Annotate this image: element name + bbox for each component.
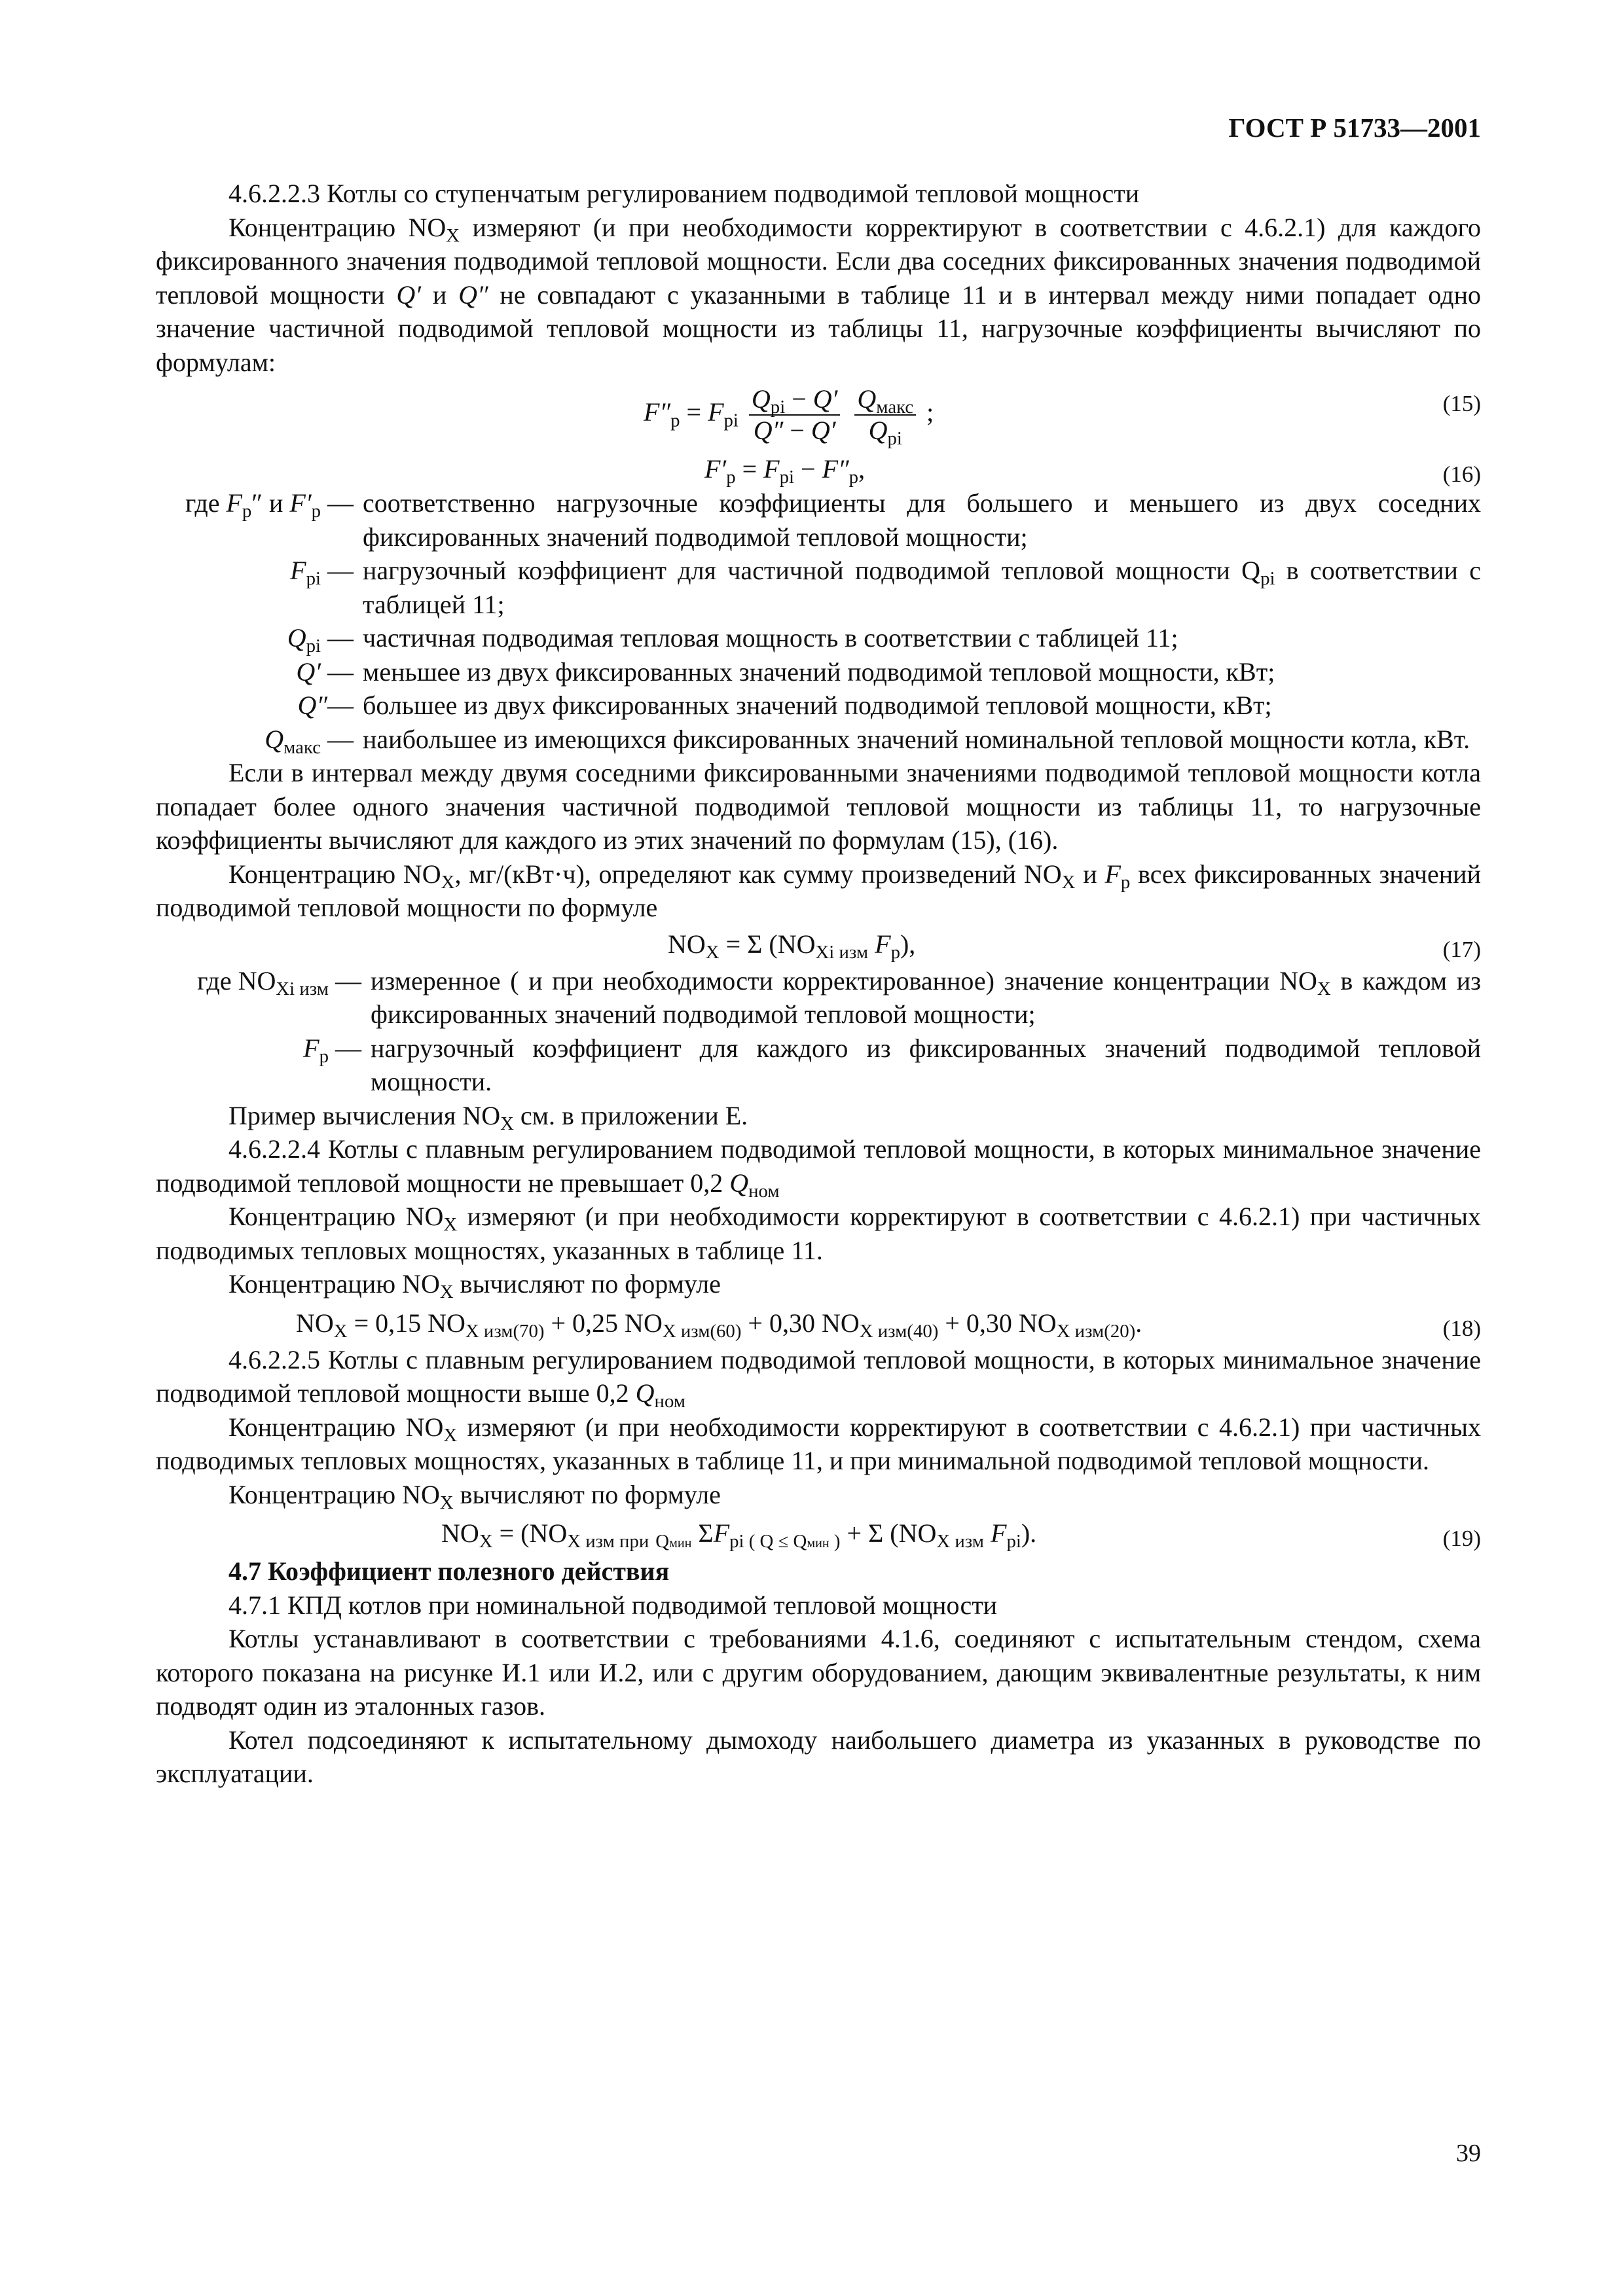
equation-15: $F''_р = F_{рi}$ $\frac{Q_{рi} - Q'}{Q'' - Q'}$ $\frac{Q_{макс}}{Q_{рi}}$ ; (15) bbox=[644, 384, 1481, 450]
definitions-list: где $F_р''$ и $F'_р$ — соответственно нагрузочные коэффициенты для большего и меньшего из двух соседних фиксированных значений подводимой тепловой мощности; $F_{рi}$ — нагрузочный коэффициент для частичной подводимой тепловой мощности $Q_{рi}$ в соответствии с таблицей 11; $Q_{рi}$ — частичная подводимая тепловая мощность в соответствии с таблицей 11; Q′ — меньшее из двух фиксированных значений подводимой тепловой мощности, кВт; Q″— большее из двух фиксированных значений подводимой тепловой мощности, кВт; $Q_{макс}$ — наибольшее из имеющихся фиксированных значений номинальной тепловой мощности котла, кВт. bbox=[185, 488, 1481, 758]
section-title-4-6-2-2-4: 4.6.2.2.4 Котлы с плавным регулированием подводимой тепловой мощности, в которых минимальное значение подводимой тепловой мощности не превышает 0,2 $Q_{ном}$ bbox=[156, 1134, 1481, 1202]
section-title-4-6-2-2-3: 4.6.2.2.3 Котлы со ступенчатым регулированием подводимой тепловой мощности bbox=[228, 179, 1140, 208]
subsection-title-4-7-1: 4.7.1 КПД котлов при номинальной подводимой тепловой мощности bbox=[228, 1590, 998, 1620]
paragraph: Котел подсоединяют к испытательному дымоходу наибольшего диаметра из указанных в руководстве по эксплуатации. bbox=[156, 1725, 1481, 1788]
equation-18: $NO_X = 0,15$ $NO_{X изм(70)} + 0,25$ $NO_{X изм(60)} + 0,30$ $NO_{X изм(40)} + 0,30$ $NO_{X изм(20)}$. (18) bbox=[156, 1301, 1481, 1343]
equation-number: (16) bbox=[1442, 461, 1481, 487]
equation-number: (15) bbox=[1442, 391, 1481, 416]
paragraph: Пример вычисления $NO_X$ см. в приложении Е. bbox=[228, 1100, 748, 1134]
definitions-list: где $NO_{Xi изм}$ — измеренное ( и при необходимости корректированное) значение концентрации $NO_X$ в каждом из фиксированных значений подводимой тепловой мощности; $F_р$ — нагрузочный коэффициент для каждого из фиксированных значений подводимой тепловой мощности. bbox=[197, 965, 1482, 1096]
section-title-4-6-2-2-5: 4.6.2.2.5 Котлы с плавным регулированием подводимой тепловой мощности, в которых минимальное значение подводимой тепловой мощности выше 0,2 $Q_{ном}$ bbox=[156, 1344, 1481, 1412]
paragraph: Концентрацию $NO_X$ измеряют (и при необходимости корректируют в соответствии с 4.6.2.1) для каждого фиксированного значения подводимой тепловой мощности. Если два соседних фиксированных значения подводимой тепловой мощности Q′ и Q″ не совпадают с указанными в таблице 11 и в интервал между ними попадает одно значение частичной подводимой тепловой мощности из таблицы 11, нагрузочные коэффициенты вычисляют по формулам: bbox=[156, 212, 1482, 377]
equation-number: (19) bbox=[1442, 1526, 1481, 1551]
document-id-header: ГОСТ Р 51733—2001 bbox=[1228, 113, 1481, 143]
paragraph: Концентрацию $NO_X$ измеряют (и при необходимости корректируют в соответствии с 4.6.2.1) при частичных подводимых тепловых мощностях, указанных в таблице 11, и при минимальной подводимой тепловой мощности. bbox=[156, 1412, 1481, 1475]
page-number: 39 bbox=[1456, 2140, 1481, 2167]
equation-number: (17) bbox=[1442, 936, 1481, 962]
equation-17: $NO_X = \Sigma$ ($NO_{Xi изм}$ $F_р$), (17) bbox=[156, 925, 1481, 964]
equation-number: (18) bbox=[1442, 1315, 1481, 1341]
paragraph: Концентрацию $NO_X$, мг/(кВт·ч), определяют как сумму произведений $NO_X$ и $F_р$ всех фиксированных значений подводимой тепловой мощности по формуле bbox=[156, 859, 1481, 922]
section-heading-4-7: 4.7 Коэффициент полезного действия bbox=[228, 1556, 670, 1586]
paragraph: Концентрацию $NO_X$ вычисляют по формуле bbox=[228, 1269, 721, 1303]
paragraph: Концентрацию $NO_X$ вычисляют по формуле bbox=[228, 1479, 721, 1513]
paragraph: Котлы устанавливают в соответствии с требованиями 4.1.6, соединяют с испытательным стендом, схема которого показана на рисунке И.1 или И.2, или с другим оборудованием, дающим эквивалентные результаты, к ним подводят один из эталонных газов. bbox=[156, 1624, 1481, 1721]
equation-16: $F'_р = F_{рi} - F''_р$, (16) bbox=[156, 446, 1481, 486]
equation-19: $NO_X = (NO_{X изм при}$ $_{Qмин}$ $\Sigma F_{рi ( Q \le Qмин )} + \Sigma$ ($NO_{X изм}$ $F_{рi}$). (19) bbox=[156, 1511, 1481, 1554]
paragraph: Если в интервал между двумя соседними фиксированными значениями подводимой тепловой мощности котла попадает более одного значения частичной подводимой тепловой мощности из таблицы 11, то нагрузочные коэффициенты вычисляют для каждого из этих значений по формулам (15), (16). bbox=[156, 758, 1481, 855]
paragraph: Концентрацию $NO_X$ измеряют (и при необходимости корректируют в соответствии с 4.6.2.1) при частичных подводимых тепловых мощностях, указанных в таблице 11. bbox=[156, 1202, 1481, 1265]
